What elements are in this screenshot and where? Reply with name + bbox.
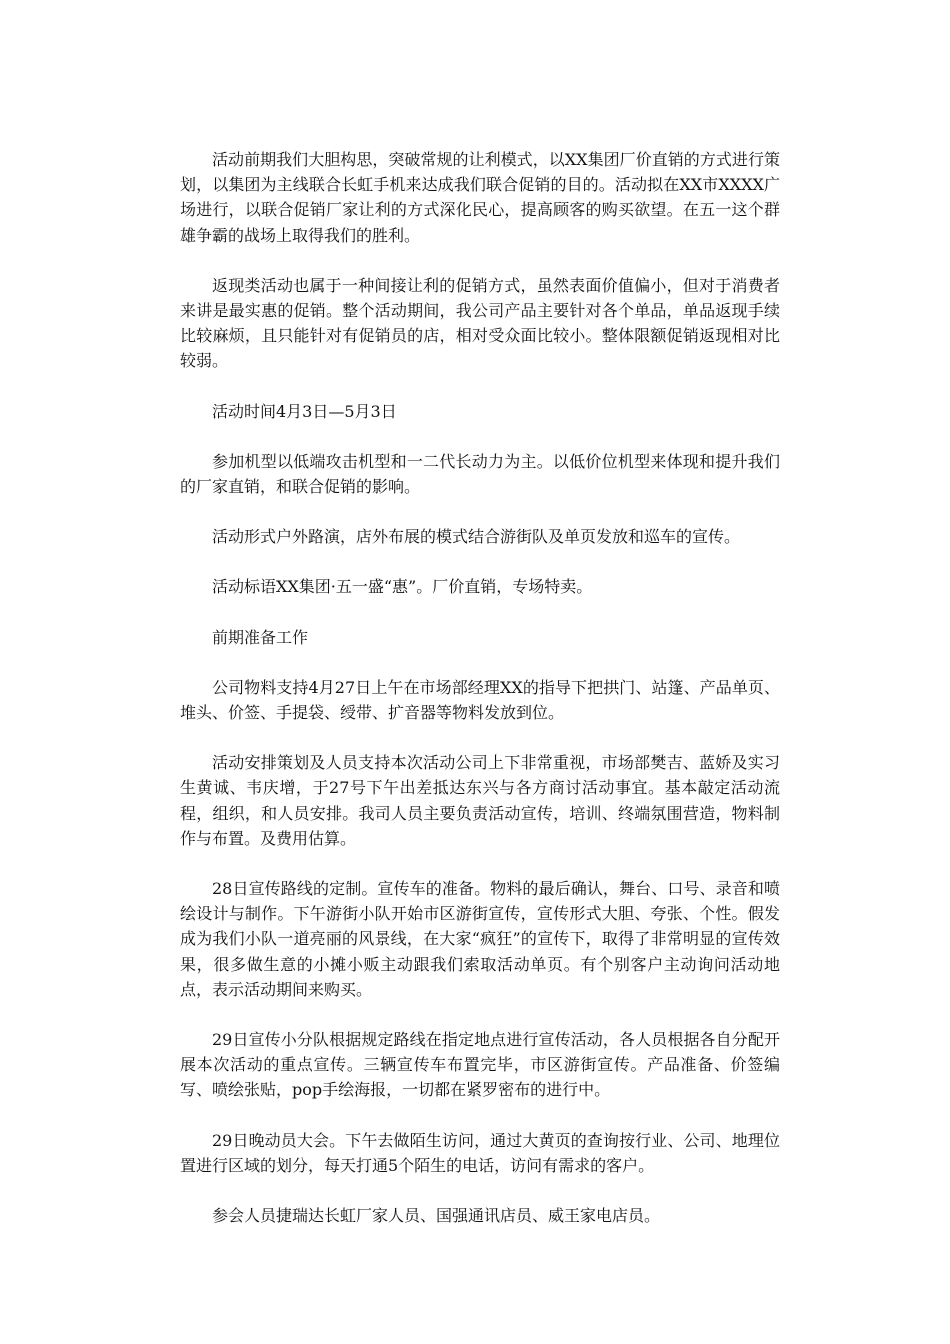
- paragraph-preparation-heading: 前期准备工作: [212, 627, 309, 647]
- paragraph-activity-format: 活动形式户外路演，店外布展的模式结合游街队及单页发放和巡车的宣传。: [212, 527, 741, 547]
- paragraph-day-29-publicity: 29日宣传小分队根据规定路线在指定地点进行宣传活动，各人员根据各自分配开展本次活动的重点宣传。三辆宣传车布置完毕，市区游街宣传。产品准备、价签编写、喷绘张贴，pop手绘海报，一切都在紧罗密布的进行中。: [180, 1030, 780, 1100]
- paragraph-material-support: 公司物料支持4月27日上午在市场部经理XX的指导下把拱门、站篷、产品单页、堆头、价签、手提袋、绶带、扩音器等物料发放到位。: [180, 677, 780, 723]
- paragraph-day-29-meeting: 29日晚动员大会。下午去做陌生访问，通过大黄页的查询按行业、公司、地理位置进行区域的划分，每天打通5个陌生的电话，访问有需求的客户。: [180, 1130, 780, 1175]
- paragraph-activity-time: 活动时间4月3日—5月3日: [212, 401, 397, 421]
- document-body: [180, 147, 780, 1253]
- paragraph-activity-slogan: 活动标语XX集团·五一盛“惠”。厂价直销，专场特卖。: [212, 577, 593, 597]
- paragraph-staff-arrangement: 活动安排策划及人员支持本次活动公司上下非常重视，市场部樊吉、蓝娇及实习生黄诚、韦庆增，于27号下午出差抵达东兴与各方商讨活动事宜。基本敲定活动流程，组织，和人员安排。我司人员主要负责活动宣传，培训、终端氛围营造，物料制作与布置。及费用估算。: [180, 753, 780, 848]
- paragraph-day-28-publicity: 28日宣传路线的定制。宣传车的准备。物料的最后确认，舞台、口号、录音和喷绘设计与制作。下午游街小队开始市区游街宣传，宣传形式大胆、夸张、个性。假发成为我们小队一道亮丽的风景线，在大家“疯狂”的宣传下，取得了非常明显的宣传效果，很多做生意的小摊小贩主动跟我们索取活动单页。有个别客户主动询问活动地点，表示活动期间来购买。: [180, 879, 780, 999]
- paragraph-participating-models: 参加机型以低端攻击机型和一二代长动力为主。以低价位机型来体现和提升我们的厂家直销，和联合促销的影响。: [180, 451, 780, 497]
- paragraph-attendees: 参会人员捷瑞达长虹厂家人员、国强通讯店员、威王家电店员。: [212, 1206, 661, 1226]
- paragraph-cashback-promotion: 返现类活动也属于一种间接让利的促销方式，虽然表面价值偏小，但对于消费者来讲是最实惠的促销。整个活动期间，我公司产品主要针对各个单品，单品返现手续比较麻烦，且只能针对有促销员的店，相对受众面比较小。整体限额促销返现相对比较弱。: [180, 275, 780, 371]
- paragraph-activity-concept: 活动前期我们大胆构思，突破常规的让利模式，以XX集团厂价直销的方式进行策划，以集团为主线联合长虹手机来达成我们联合促销的目的。活动拟在XX市XXXX广场进行，以联合促销厂家让利的方式深化民心，提高顾客的购买欲望。在五一这个群雄争霸的战场上取得我们的胜利。: [180, 150, 780, 245]
